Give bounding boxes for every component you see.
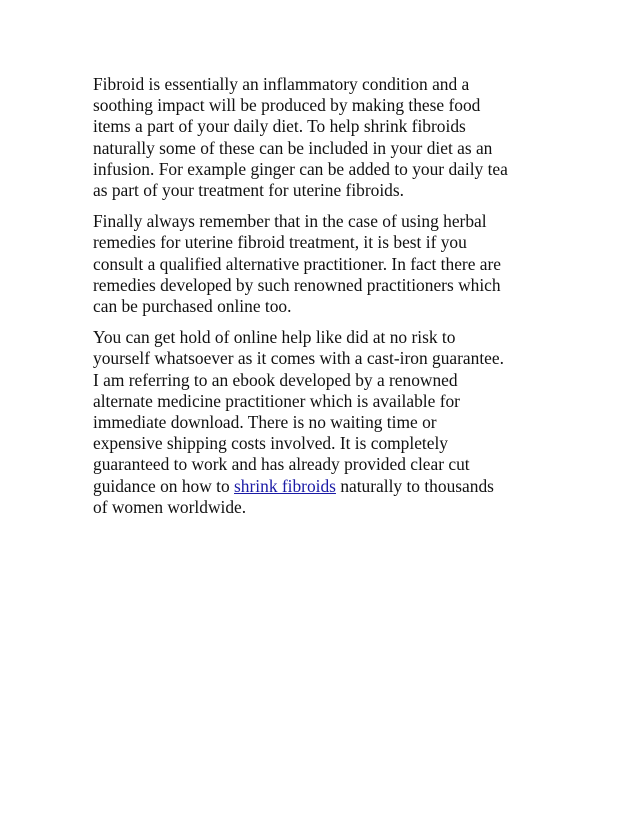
text-line: yourself whatsoever as it comes with a cast-iron guarantee.	[93, 348, 504, 369]
text-line: You can get hold of online help like did at no risk to	[93, 327, 456, 348]
text-line: immediate download. There is no waiting time or	[93, 412, 437, 433]
text-line-with-link	[93, 476, 583, 497]
text-line: alternate medicine practitioner which is available for	[93, 390, 460, 411]
shrink-fibroids-link[interactable]: shrink fibroids	[234, 475, 336, 496]
text-line: Finally always remember that in the case of using herbal	[93, 211, 487, 232]
text-line: Fibroid is essentially an inflammatory condition and a	[93, 74, 470, 94]
text-line: soothing impact will be produced by making these food	[93, 95, 481, 116]
text-line: remedies for uterine fibroid treatment, it is best if you	[93, 232, 467, 253]
text-line: items a part of your daily diet. To help shrink fibroids	[93, 116, 466, 137]
paragraph-online-help	[93, 327, 583, 518]
text-line: infusion. For example ginger can be added to your daily tea	[93, 158, 508, 179]
text-before-link: guidance on how to	[93, 475, 235, 496]
text-line: as part of your treatment for uterine fibroids.	[93, 180, 404, 201]
text-line: remedies developed by such renowned practitioners which	[93, 274, 501, 295]
text-line: naturally some of these can be included in your diet as an	[93, 137, 493, 158]
text-line: I am referring to an ebook developed by a renowned	[93, 369, 458, 390]
text-line: consult a qualified alternative practitioner. In fact there are	[93, 253, 502, 274]
paragraph-inflammation-diet	[93, 74, 583, 201]
paragraph-consult-practitioner	[93, 211, 583, 317]
text-line: of women worldwide.	[93, 496, 247, 517]
text-after-link: naturally to thousands	[335, 475, 494, 496]
text-line: guaranteed to work and has already provided clear cut	[93, 454, 470, 475]
text-line: can be purchased online too.	[93, 296, 292, 317]
text-line: expensive shipping costs involved. It is completely	[93, 433, 449, 454]
document-page	[93, 74, 583, 528]
